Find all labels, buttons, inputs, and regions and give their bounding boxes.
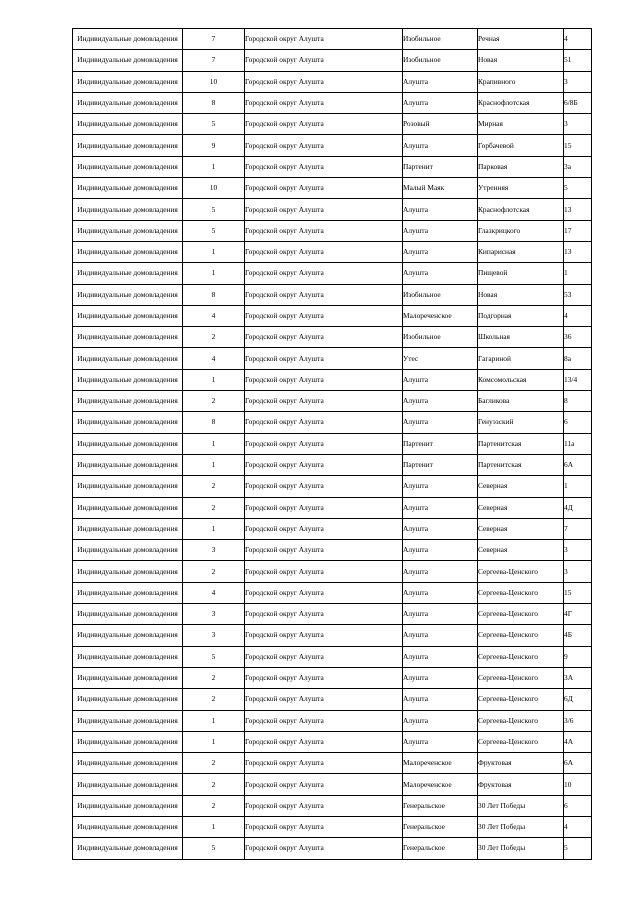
cell-district: Городской округ Алушта: [245, 795, 403, 816]
cell-locality: Розовый: [403, 114, 478, 135]
cell-house-number: 7: [564, 518, 592, 539]
cell-house-number: 17: [564, 220, 592, 241]
cell-locality: Алушта: [403, 391, 478, 412]
cell-district: Городской округ Алушта: [245, 263, 403, 284]
cell-building-type: Индивидуальные домовладения: [73, 667, 183, 688]
cell-building-type: Индивидуальные домовладения: [73, 178, 183, 199]
cell-building-type: Индивидуальные домовладения: [73, 795, 183, 816]
cell-house-number: 4Д: [564, 497, 592, 518]
cell-building-type: Индивидуальные домовладения: [73, 518, 183, 539]
table-row: [73, 561, 592, 582]
cell-locality: Алушта: [403, 135, 478, 156]
cell-house-number: 6/8Б: [564, 92, 592, 113]
cell-quantity: 2: [183, 497, 245, 518]
table-row: [73, 753, 592, 774]
cell-house-number: 4: [564, 305, 592, 326]
cell-house-number: 3/6: [564, 710, 592, 731]
cell-district: Городской округ Алушта: [245, 156, 403, 177]
cell-house-number: 8: [564, 391, 592, 412]
cell-house-number: 3: [564, 114, 592, 135]
cell-building-type: Индивидуальные домовладения: [73, 540, 183, 561]
cell-house-number: 13/4: [564, 369, 592, 390]
table-row: [73, 348, 592, 369]
cell-building-type: Индивидуальные домовладения: [73, 241, 183, 262]
cell-district: Городской округ Алушта: [245, 199, 403, 220]
cell-house-number: 6Д: [564, 689, 592, 710]
cell-building-type: Индивидуальные домовладения: [73, 625, 183, 646]
cell-quantity: 10: [183, 178, 245, 199]
table-row: [73, 178, 592, 199]
cell-district: Городской округ Алушта: [245, 476, 403, 497]
cell-street: Сергеева-Ценского: [478, 561, 564, 582]
cell-street: Багликова: [478, 391, 564, 412]
cell-district: Городской округ Алушта: [245, 71, 403, 92]
cell-street: Сергеева-Ценского: [478, 604, 564, 625]
cell-building-type: Индивидуальные домовладения: [73, 838, 183, 859]
cell-street: Сергеева-Ценского: [478, 689, 564, 710]
cell-district: Городской округ Алушта: [245, 327, 403, 348]
cell-house-number: 13: [564, 241, 592, 262]
cell-district: Городской округ Алушта: [245, 625, 403, 646]
cell-locality: Алушта: [403, 731, 478, 752]
cell-quantity: 2: [183, 561, 245, 582]
table-row: [73, 92, 592, 113]
table-row: [73, 391, 592, 412]
cell-locality: Алушта: [403, 199, 478, 220]
cell-street: Новая: [478, 284, 564, 305]
cell-building-type: Индивидуальные домовладения: [73, 689, 183, 710]
cell-locality: Алушта: [403, 540, 478, 561]
cell-locality: Изобильное: [403, 50, 478, 71]
cell-district: Городской округ Алушта: [245, 604, 403, 625]
table-row: [73, 838, 592, 859]
cell-street: 30 Лет Победы: [478, 816, 564, 837]
cell-street: Мирная: [478, 114, 564, 135]
cell-building-type: Индивидуальные домовладения: [73, 454, 183, 475]
cell-quantity: 1: [183, 156, 245, 177]
cell-street: Школьная: [478, 327, 564, 348]
cell-quantity: 5: [183, 199, 245, 220]
cell-street: Подгорная: [478, 305, 564, 326]
cell-street: Гагариной: [478, 348, 564, 369]
cell-house-number: 6: [564, 795, 592, 816]
cell-locality: Алушта: [403, 667, 478, 688]
cell-street: Краснофлотская: [478, 92, 564, 113]
cell-quantity: 7: [183, 50, 245, 71]
cell-locality: Алушта: [403, 71, 478, 92]
cell-street: Сергеева-Ценского: [478, 646, 564, 667]
cell-street: Северная: [478, 476, 564, 497]
cell-building-type: Индивидуальные домовладения: [73, 305, 183, 326]
cell-district: Городской округ Алушта: [245, 220, 403, 241]
cell-building-type: Индивидуальные домовладения: [73, 199, 183, 220]
table-row: [73, 646, 592, 667]
cell-house-number: 3: [564, 71, 592, 92]
cell-locality: Генеральское: [403, 795, 478, 816]
cell-building-type: Индивидуальные домовладения: [73, 156, 183, 177]
cell-building-type: Индивидуальные домовладения: [73, 50, 183, 71]
table-row: [73, 667, 592, 688]
cell-quantity: 2: [183, 774, 245, 795]
cell-quantity: 1: [183, 518, 245, 539]
cell-building-type: Индивидуальные домовладения: [73, 476, 183, 497]
cell-house-number: 6: [564, 412, 592, 433]
cell-locality: Генеральское: [403, 838, 478, 859]
cell-building-type: Индивидуальные домовладения: [73, 753, 183, 774]
cell-building-type: Индивидуальные домовладения: [73, 135, 183, 156]
cell-street: Партенитская: [478, 433, 564, 454]
cell-house-number: 3: [564, 540, 592, 561]
cell-district: Городской округ Алушта: [245, 114, 403, 135]
cell-street: Сергеева-Ценского: [478, 731, 564, 752]
cell-building-type: Индивидуальные домовладения: [73, 348, 183, 369]
cell-building-type: Индивидуальные домовладения: [73, 774, 183, 795]
cell-quantity: 7: [183, 29, 245, 50]
cell-house-number: 15: [564, 582, 592, 603]
table-row: [73, 220, 592, 241]
cell-building-type: Индивидуальные домовладения: [73, 220, 183, 241]
cell-quantity: 1: [183, 433, 245, 454]
table-row: [73, 327, 592, 348]
cell-locality: Изобильное: [403, 29, 478, 50]
cell-district: Городской округ Алушта: [245, 689, 403, 710]
cell-district: Городской округ Алушта: [245, 348, 403, 369]
cell-street: Северная: [478, 540, 564, 561]
cell-quantity: 3: [183, 540, 245, 561]
cell-building-type: Индивидуальные домовладения: [73, 114, 183, 135]
address-table-body: [73, 29, 592, 860]
cell-building-type: Индивидуальные домовладения: [73, 263, 183, 284]
table-row: [73, 476, 592, 497]
table-row: [73, 518, 592, 539]
table-row: [73, 497, 592, 518]
cell-quantity: 4: [183, 348, 245, 369]
cell-street: 30 Лет Победы: [478, 795, 564, 816]
cell-house-number: 13: [564, 199, 592, 220]
cell-quantity: 2: [183, 689, 245, 710]
cell-street: Кипарисная: [478, 241, 564, 262]
cell-locality: Алушта: [403, 625, 478, 646]
cell-house-number: 8а: [564, 348, 592, 369]
cell-building-type: Индивидуальные домовладения: [73, 497, 183, 518]
table-row: [73, 114, 592, 135]
cell-locality: Алушта: [403, 582, 478, 603]
cell-locality: Изобильное: [403, 284, 478, 305]
cell-building-type: Индивидуальные домовладения: [73, 433, 183, 454]
table-row: [73, 241, 592, 262]
cell-district: Городской округ Алушта: [245, 50, 403, 71]
cell-locality: Алушта: [403, 561, 478, 582]
cell-quantity: 4: [183, 582, 245, 603]
table-row: [73, 454, 592, 475]
cell-quantity: 3: [183, 604, 245, 625]
cell-house-number: 11а: [564, 433, 592, 454]
cell-locality: Алушта: [403, 92, 478, 113]
cell-quantity: 5: [183, 646, 245, 667]
cell-district: Городской округ Алушта: [245, 646, 403, 667]
cell-quantity: 5: [183, 838, 245, 859]
cell-district: Городской округ Алушта: [245, 540, 403, 561]
table-row: [73, 263, 592, 284]
cell-house-number: 6А: [564, 454, 592, 475]
cell-district: Городской округ Алушта: [245, 774, 403, 795]
cell-district: Городской округ Алушта: [245, 454, 403, 475]
table-row: [73, 689, 592, 710]
cell-street: Пищевой: [478, 263, 564, 284]
cell-quantity: 9: [183, 135, 245, 156]
cell-street: Партенитская: [478, 454, 564, 475]
cell-building-type: Индивидуальные домовладения: [73, 71, 183, 92]
cell-district: Городской округ Алушта: [245, 178, 403, 199]
cell-quantity: 8: [183, 92, 245, 113]
cell-locality: Алушта: [403, 412, 478, 433]
cell-locality: Генеральское: [403, 816, 478, 837]
cell-house-number: 15: [564, 135, 592, 156]
cell-house-number: 3А: [564, 667, 592, 688]
cell-quantity: 8: [183, 284, 245, 305]
cell-quantity: 1: [183, 816, 245, 837]
cell-district: Городской округ Алушта: [245, 305, 403, 326]
cell-district: Городской округ Алушта: [245, 561, 403, 582]
cell-district: Городской округ Алушта: [245, 284, 403, 305]
cell-district: Городской округ Алушта: [245, 92, 403, 113]
cell-house-number: 4Б: [564, 625, 592, 646]
cell-building-type: Индивидуальные домовладения: [73, 582, 183, 603]
cell-district: Городской округ Алушта: [245, 135, 403, 156]
cell-quantity: 1: [183, 731, 245, 752]
cell-district: Городской округ Алушта: [245, 667, 403, 688]
address-table: [72, 28, 592, 860]
cell-quantity: 1: [183, 710, 245, 731]
cell-house-number: 4: [564, 29, 592, 50]
cell-district: Городской округ Алушта: [245, 582, 403, 603]
table-row: [73, 135, 592, 156]
cell-house-number: 51: [564, 50, 592, 71]
cell-district: Городской округ Алушта: [245, 816, 403, 837]
cell-district: Городской округ Алушта: [245, 710, 403, 731]
cell-district: Городской округ Алушта: [245, 753, 403, 774]
cell-building-type: Индивидуальные домовладения: [73, 284, 183, 305]
cell-locality: Алушта: [403, 220, 478, 241]
table-row: [73, 412, 592, 433]
cell-street: Северная: [478, 497, 564, 518]
table-row: [73, 604, 592, 625]
table-row: [73, 369, 592, 390]
table-row: [73, 540, 592, 561]
cell-quantity: 3: [183, 625, 245, 646]
cell-house-number: 3а: [564, 156, 592, 177]
table-row: [73, 625, 592, 646]
cell-house-number: 9: [564, 646, 592, 667]
cell-street: Речная: [478, 29, 564, 50]
cell-locality: Партенит: [403, 156, 478, 177]
cell-building-type: Индивидуальные домовладения: [73, 391, 183, 412]
cell-house-number: 10: [564, 774, 592, 795]
cell-district: Городской округ Алушта: [245, 497, 403, 518]
table-row: [73, 710, 592, 731]
cell-district: Городской округ Алушта: [245, 241, 403, 262]
cell-house-number: 3: [564, 561, 592, 582]
cell-district: Городской округ Алушта: [245, 412, 403, 433]
table-row: [73, 795, 592, 816]
cell-locality: Алушта: [403, 476, 478, 497]
cell-building-type: Индивидуальные домовладения: [73, 710, 183, 731]
cell-district: Городской округ Алушта: [245, 838, 403, 859]
table-row: [73, 774, 592, 795]
cell-quantity: 1: [183, 263, 245, 284]
cell-quantity: 2: [183, 667, 245, 688]
cell-building-type: Индивидуальные домовладения: [73, 369, 183, 390]
cell-quantity: 1: [183, 369, 245, 390]
cell-house-number: 4А: [564, 731, 592, 752]
cell-building-type: Индивидуальные домовладения: [73, 29, 183, 50]
cell-locality: Малореченское: [403, 753, 478, 774]
table-row: [73, 156, 592, 177]
cell-locality: Утес: [403, 348, 478, 369]
table-row: [73, 50, 592, 71]
cell-district: Городской округ Алушта: [245, 518, 403, 539]
cell-quantity: 5: [183, 220, 245, 241]
cell-building-type: Индивидуальные домовладения: [73, 412, 183, 433]
cell-street: Генуэзский: [478, 412, 564, 433]
cell-quantity: 2: [183, 476, 245, 497]
cell-street: Сергеева-Ценского: [478, 582, 564, 603]
cell-street: Утренняя: [478, 178, 564, 199]
cell-quantity: 4: [183, 305, 245, 326]
cell-building-type: Индивидуальные домовладения: [73, 731, 183, 752]
cell-street: Сергеева-Ценского: [478, 667, 564, 688]
cell-house-number: 1: [564, 263, 592, 284]
cell-street: Горбачевой: [478, 135, 564, 156]
cell-locality: Малореченское: [403, 305, 478, 326]
cell-street: Северная: [478, 518, 564, 539]
cell-house-number: 5: [564, 178, 592, 199]
cell-house-number: 4Г: [564, 604, 592, 625]
cell-district: Городской округ Алушта: [245, 369, 403, 390]
cell-quantity: 1: [183, 454, 245, 475]
cell-quantity: 1: [183, 241, 245, 262]
cell-street: Фруктовая: [478, 753, 564, 774]
cell-locality: Алушта: [403, 497, 478, 518]
cell-street: Новая: [478, 50, 564, 71]
cell-street: Глазкрицкого: [478, 220, 564, 241]
cell-street: Фруктовая: [478, 774, 564, 795]
cell-house-number: 1: [564, 476, 592, 497]
cell-locality: Изобильное: [403, 327, 478, 348]
cell-locality: Алушта: [403, 646, 478, 667]
table-row: [73, 582, 592, 603]
cell-quantity: 10: [183, 71, 245, 92]
cell-locality: Алушта: [403, 518, 478, 539]
cell-house-number: 4: [564, 816, 592, 837]
table-row: [73, 305, 592, 326]
cell-locality: Алушта: [403, 689, 478, 710]
cell-district: Городской округ Алушта: [245, 391, 403, 412]
table-row: [73, 284, 592, 305]
cell-locality: Алушта: [403, 263, 478, 284]
cell-street: Краснофлотская: [478, 199, 564, 220]
cell-building-type: Индивидуальные домовладения: [73, 604, 183, 625]
cell-quantity: 2: [183, 795, 245, 816]
cell-locality: Алушта: [403, 604, 478, 625]
cell-quantity: 2: [183, 391, 245, 412]
cell-locality: Алушта: [403, 241, 478, 262]
cell-quantity: 2: [183, 753, 245, 774]
cell-building-type: Индивидуальные домовладения: [73, 816, 183, 837]
cell-building-type: Индивидуальные домовладения: [73, 92, 183, 113]
cell-district: Городской округ Алушта: [245, 731, 403, 752]
table-row: [73, 433, 592, 454]
table-row: [73, 71, 592, 92]
cell-house-number: 5: [564, 838, 592, 859]
cell-street: Крапивного: [478, 71, 564, 92]
cell-street: Сергеева-Ценского: [478, 710, 564, 731]
cell-locality: Партенит: [403, 454, 478, 475]
table-row: [73, 816, 592, 837]
cell-quantity: 5: [183, 114, 245, 135]
cell-street: Комсомольская: [478, 369, 564, 390]
cell-street: 30 Лет Победы: [478, 838, 564, 859]
table-row: [73, 29, 592, 50]
table-row: [73, 731, 592, 752]
cell-locality: Партенит: [403, 433, 478, 454]
cell-building-type: Индивидуальные домовладения: [73, 327, 183, 348]
table-row: [73, 199, 592, 220]
cell-house-number: 6А: [564, 753, 592, 774]
cell-quantity: 2: [183, 327, 245, 348]
cell-locality: Малореченское: [403, 774, 478, 795]
cell-building-type: Индивидуальные домовладения: [73, 646, 183, 667]
cell-locality: Алушта: [403, 369, 478, 390]
cell-building-type: Индивидуальные домовладения: [73, 561, 183, 582]
cell-house-number: 36: [564, 327, 592, 348]
cell-house-number: 53: [564, 284, 592, 305]
cell-quantity: 8: [183, 412, 245, 433]
cell-district: Городской округ Алушта: [245, 29, 403, 50]
cell-street: Парковая: [478, 156, 564, 177]
cell-locality: Алушта: [403, 710, 478, 731]
cell-street: Сергеева-Ценского: [478, 625, 564, 646]
cell-locality: Малый Маяк: [403, 178, 478, 199]
cell-district: Городской округ Алушта: [245, 433, 403, 454]
